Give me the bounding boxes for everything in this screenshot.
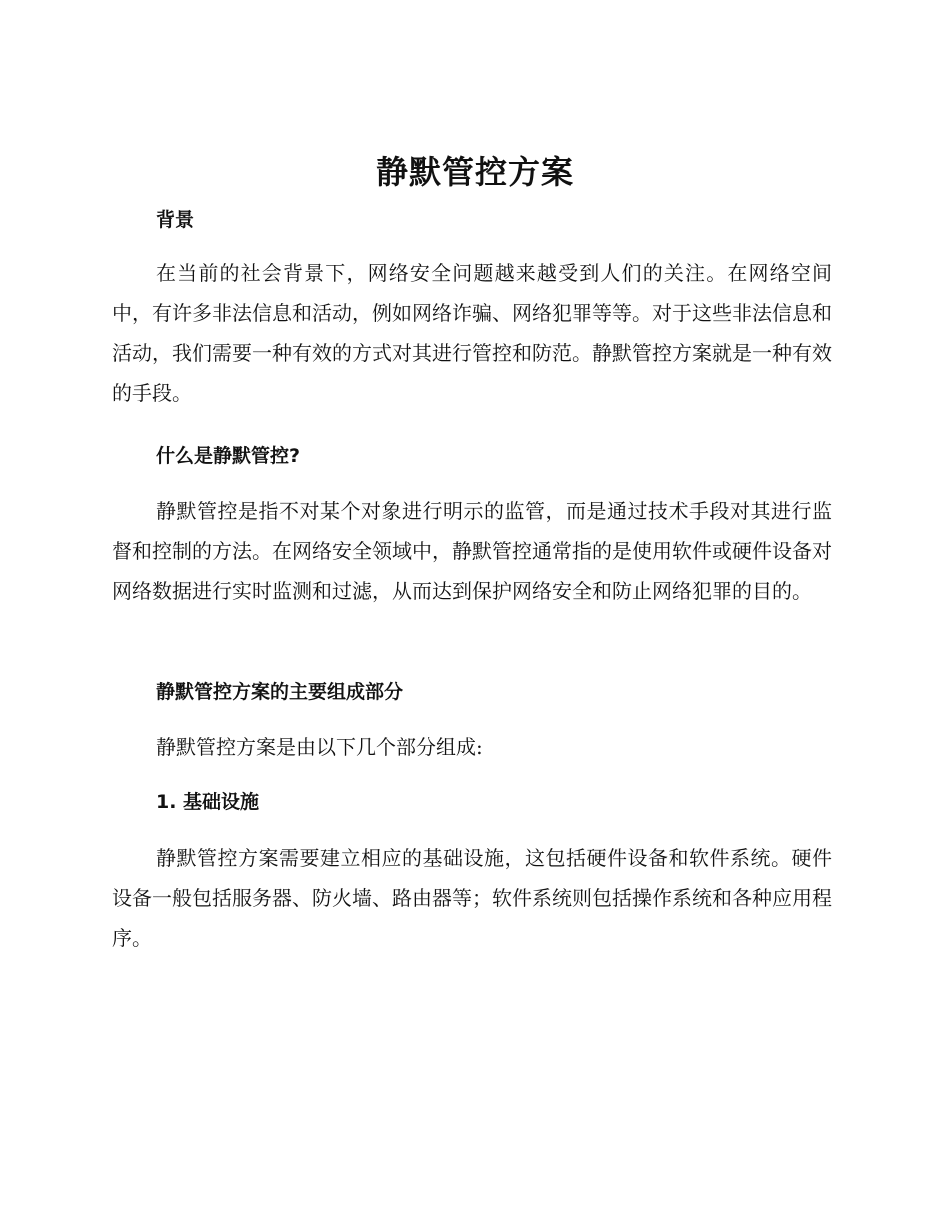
paragraph-components-intro: 静默管控方案是由以下几个部分组成: xyxy=(156,735,483,759)
paragraph-what: 静默管控是指不对某个对象进行明示的监管，而是通过技术手段对其进行监督和控制的方法。在网络安全领域中，静默管控通常指的是使用软件或硬件设备对网络数据进行实时监测和过滤，从而达到保护网络安全和防止网络犯罪的目的。 xyxy=(112,499,832,603)
section-heading-infra: 1. 基础设施 xyxy=(156,791,260,813)
document-title: 静默管控方案 xyxy=(375,153,574,191)
section-heading-what: 什么是静默管控? xyxy=(156,445,301,467)
section-heading-background: 背景 xyxy=(156,209,195,231)
paragraph-background: 在当前的社会背景下，网络安全问题越来越受到人们的关注。在网络空间中，有许多非法信息和活动，例如网络诈骗、网络犯罪等等。对于这些非法信息和活动，我们需要一种有效的方式对其进行管控和防范。静默管控方案就是一种有效的手段。 xyxy=(112,261,832,405)
section-heading-components: 静默管控方案的主要组成部分 xyxy=(156,681,404,703)
paragraph-infra: 静默管控方案需要建立相应的基础设施，这包括硬件设备和软件系统。硬件设备一般包括服务器、防火墙、路由器等；软件系统则包括操作系统和各种应用程序。 xyxy=(112,846,832,950)
